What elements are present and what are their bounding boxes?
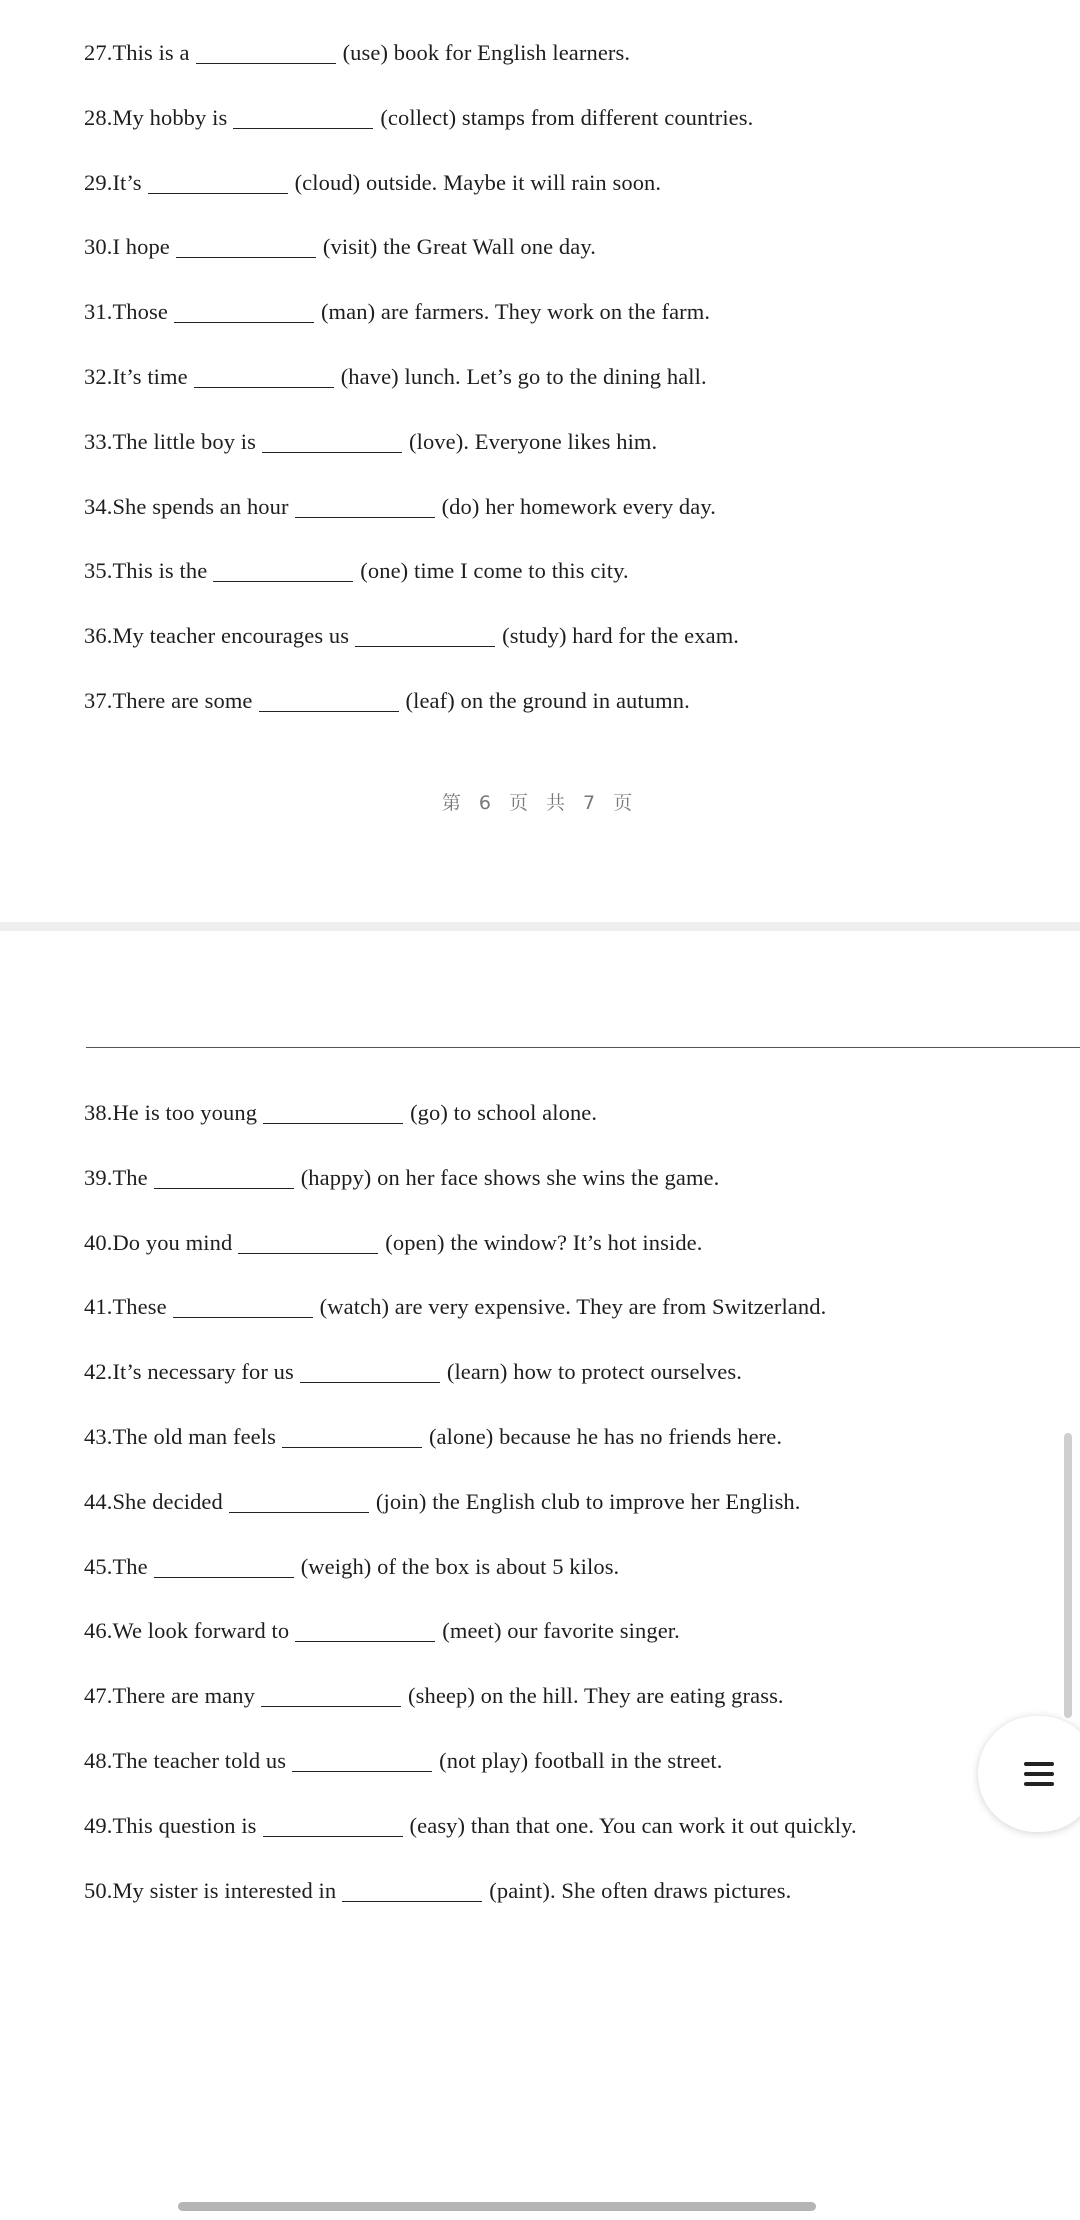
question-item <box>84 362 707 392</box>
answer-blank <box>196 43 336 64</box>
answer-blank <box>342 1881 482 1902</box>
answer-blank <box>229 1492 369 1513</box>
question-item <box>84 103 753 133</box>
question-number: 49. <box>84 1812 113 1838</box>
question-text-after: (alone) because he has no friends here. <box>428 1424 783 1449</box>
answer-blank <box>295 497 435 518</box>
question-number: 27. <box>84 40 113 65</box>
question-text-before: She decided <box>112 1488 223 1514</box>
question-item <box>84 297 710 327</box>
question-text-after: (meet) our favorite singer. <box>442 1618 680 1644</box>
answer-blank <box>263 1103 403 1124</box>
question-text-before: This is a <box>112 40 190 65</box>
question-number: 30. <box>84 234 113 260</box>
question-number: 31. <box>84 299 113 325</box>
question-item <box>84 621 739 651</box>
question-text-after: (paint). She often draws pictures. <box>489 1877 792 1903</box>
question-text-after: (leaf) on the ground in autumn. <box>405 688 690 713</box>
answer-blank <box>194 367 334 388</box>
question-text-after: (join) the English club to improve her English. <box>375 1488 801 1514</box>
question-number: 32. <box>84 364 113 389</box>
answer-blank <box>282 1427 422 1448</box>
question-text-before: My teacher encourages us <box>112 623 350 649</box>
question-item <box>84 1811 857 1841</box>
question-text-after: (easy) than that one. You can work it out quickly. <box>409 1812 857 1838</box>
question-item <box>84 1422 782 1452</box>
question-text-before: The <box>112 1553 148 1579</box>
question-number: 38. <box>84 1100 113 1125</box>
answer-blank <box>173 1297 313 1318</box>
question-item <box>84 556 629 586</box>
question-text-after: (weigh) of the box is about 5 kilos. <box>300 1553 620 1579</box>
answer-blank <box>295 1621 435 1642</box>
question-number: 43. <box>84 1424 113 1449</box>
question-number: 48. <box>84 1748 113 1773</box>
question-text-after: (watch) are very expensive. They are from Switzerland. <box>319 1294 827 1320</box>
question-item <box>84 1228 703 1258</box>
question-text-after: (study) hard for the exam. <box>502 623 740 649</box>
question-number: 41. <box>84 1294 113 1320</box>
question-text-before: The teacher told us <box>112 1748 287 1773</box>
question-item <box>84 1357 742 1387</box>
question-text-before: My sister is interested in <box>112 1877 337 1903</box>
vertical-scrollbar-thumb[interactable] <box>1064 1433 1072 1718</box>
answer-blank <box>259 691 399 712</box>
question-text-before: It’s <box>112 169 142 195</box>
answer-blank <box>176 237 316 258</box>
question-text-before: There are some <box>112 688 253 713</box>
question-number: 45. <box>84 1553 113 1579</box>
question-text-after: (collect) stamps from different countries. <box>380 104 754 130</box>
header-rule <box>86 1047 1080 1048</box>
question-item <box>84 168 661 198</box>
question-text-before: There are many <box>112 1683 256 1709</box>
question-item <box>84 1552 619 1582</box>
question-number: 36. <box>84 623 113 649</box>
answer-blank <box>154 1557 294 1578</box>
question-item <box>84 232 596 262</box>
question-text-after: (not play) football in the street. <box>439 1748 723 1773</box>
answer-blank <box>300 1362 440 1383</box>
answer-blank <box>355 626 495 647</box>
page-separator <box>0 922 1080 931</box>
question-text-after: (open) the window? It’s hot inside. <box>385 1229 703 1255</box>
question-number: 46. <box>84 1618 113 1644</box>
answer-blank <box>174 302 314 323</box>
question-text-after: (sheep) on the hill. They are eating grass. <box>408 1683 784 1709</box>
home-indicator[interactable] <box>178 2202 816 2211</box>
answer-blank <box>262 432 402 453</box>
question-number: 44. <box>84 1488 113 1514</box>
question-text-before: I hope <box>112 234 170 260</box>
question-item <box>84 1876 791 1906</box>
question-text-after: (one) time I come to this city. <box>360 558 629 584</box>
question-text-before: The <box>112 1164 148 1190</box>
question-text-before: My hobby is <box>112 104 228 130</box>
question-number: 39. <box>84 1164 113 1190</box>
question-number: 35. <box>84 558 113 584</box>
question-number: 40. <box>84 1229 113 1255</box>
question-number: 33. <box>84 428 113 454</box>
question-item <box>84 492 716 522</box>
question-item <box>84 1163 719 1193</box>
question-number: 34. <box>84 493 113 519</box>
answer-blank <box>292 1751 432 1772</box>
question-text-after: (go) to school alone. <box>410 1100 598 1125</box>
hamburger-menu-icon <box>1024 1762 1054 1786</box>
question-number: 47. <box>84 1683 113 1709</box>
answer-blank <box>148 173 288 194</box>
question-text-after: (man) are farmers. They work on the farm. <box>320 299 711 325</box>
answer-blank <box>213 561 353 582</box>
question-text-before: He is too young <box>112 1100 258 1125</box>
answer-blank <box>238 1233 378 1254</box>
question-text-after: (happy) on her face shows she wins the game. <box>300 1164 720 1190</box>
question-item <box>84 38 630 68</box>
question-text-after: (do) her homework every day. <box>441 493 716 519</box>
question-text-before: This question is <box>112 1812 257 1838</box>
answer-blank <box>233 108 373 129</box>
document-page-7 <box>0 931 1080 2220</box>
question-number: 42. <box>84 1359 113 1385</box>
question-text-after: (learn) how to protect ourselves. <box>446 1359 742 1385</box>
answer-blank <box>263 1816 403 1837</box>
question-text-before: It’s time <box>112 364 188 389</box>
question-text-before: Those <box>112 299 168 325</box>
question-text-before: This is the <box>112 558 208 584</box>
question-item <box>84 1616 680 1646</box>
question-item <box>84 1292 826 1322</box>
question-text-before: The old man feels <box>112 1424 276 1449</box>
question-text-before: She spends an hour <box>112 493 289 519</box>
question-text-before: Do you mind <box>112 1229 233 1255</box>
question-text-before: These <box>112 1294 167 1320</box>
question-text-after: (love). Everyone likes him. <box>409 428 658 454</box>
question-item <box>84 1681 784 1711</box>
question-text-after: (use) book for English learners. <box>342 40 631 65</box>
question-number: 50. <box>84 1877 113 1903</box>
question-text-after: (cloud) outside. Maybe it will rain soon. <box>294 169 662 195</box>
question-item <box>84 1098 597 1128</box>
question-text-after: (visit) the Great Wall one day. <box>322 234 596 260</box>
question-text-before: It’s necessary for us <box>112 1359 294 1385</box>
question-text-after: (have) lunch. Let’s go to the dining hall. <box>340 364 707 389</box>
question-number: 37. <box>84 688 113 713</box>
question-item <box>84 427 657 457</box>
question-item <box>84 1746 722 1776</box>
document-page-6 <box>0 0 1080 922</box>
question-text-before: We look forward to <box>112 1618 290 1644</box>
question-number: 29. <box>84 169 113 195</box>
question-text-before: The little boy is <box>112 428 256 454</box>
question-number: 28. <box>84 104 113 130</box>
question-item <box>84 1487 801 1517</box>
question-item <box>84 686 690 716</box>
page-footer: 第 6 页 共 7 页 <box>441 792 639 814</box>
answer-blank <box>261 1686 401 1707</box>
answer-blank <box>154 1168 294 1189</box>
